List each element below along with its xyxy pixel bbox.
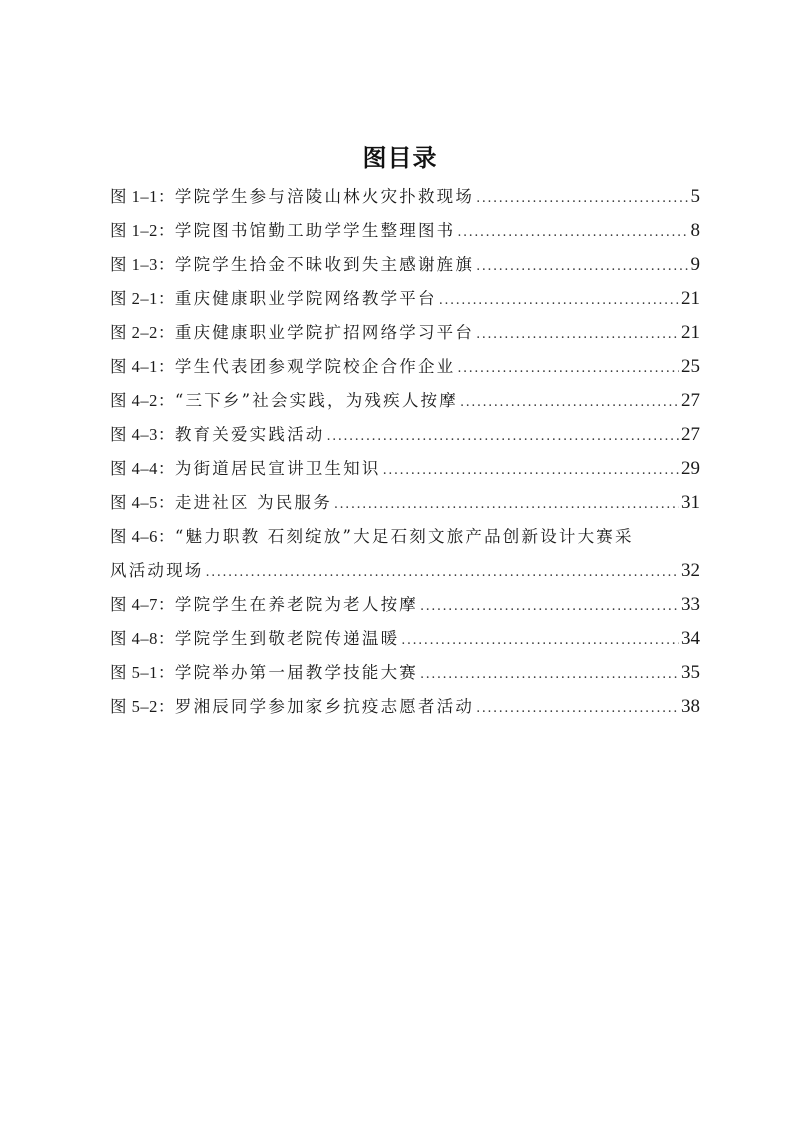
dot-leader bbox=[460, 386, 679, 420]
page-number: 21 bbox=[681, 322, 700, 343]
entry-text: “魅力职教 石刻绽放”大足石刻文旅产品创新设计大赛采 bbox=[174, 527, 634, 546]
dot-leader bbox=[420, 658, 679, 692]
entry-label bbox=[110, 350, 455, 384]
page-number: 8 bbox=[690, 220, 700, 241]
dot-leader bbox=[401, 624, 679, 658]
entry-prefix: 图 4–7： bbox=[110, 595, 175, 614]
toc-entry-continuation[interactable] bbox=[110, 554, 700, 588]
toc-entry[interactable] bbox=[110, 418, 700, 452]
dot-leader bbox=[476, 692, 679, 726]
toc-entry[interactable] bbox=[110, 622, 700, 656]
entry-text: 重庆健康职业学院网络教学平台 bbox=[174, 289, 437, 308]
entry-text: “三下乡”社会实践，为残疾人按摩 bbox=[174, 391, 458, 410]
dot-leader bbox=[476, 182, 688, 216]
toc-entry[interactable] bbox=[110, 384, 700, 418]
dot-leader bbox=[420, 590, 679, 624]
entry-prefix: 图 5–2： bbox=[110, 697, 175, 716]
page-number: 33 bbox=[681, 594, 700, 615]
dot-leader bbox=[334, 488, 679, 522]
entry-label bbox=[110, 384, 458, 418]
dot-leader bbox=[457, 216, 688, 250]
dot-leader bbox=[383, 454, 679, 488]
entry-label bbox=[110, 527, 634, 546]
entry-prefix: 图 4–8： bbox=[110, 629, 175, 648]
entry-continuation-text: 风活动现场 bbox=[110, 561, 204, 580]
entry-text: 重庆健康职业学院扩招网络学习平台 bbox=[174, 323, 475, 342]
entry-text: 学院学生在养老院为老人按摩 bbox=[174, 595, 418, 614]
dot-leader bbox=[476, 250, 688, 284]
entry-text: 走进社区 为民服务 bbox=[174, 493, 332, 512]
page-number: 5 bbox=[690, 186, 700, 207]
entry-prefix: 图 2–2： bbox=[110, 323, 175, 342]
page-number: 21 bbox=[681, 288, 700, 309]
page-number: 27 bbox=[681, 424, 700, 445]
entry-label bbox=[110, 316, 474, 350]
entry-prefix: 图 2–1： bbox=[110, 289, 175, 308]
toc-entry[interactable] bbox=[110, 690, 700, 724]
entry-text: 学院图书馆勤工助学学生整理图书 bbox=[174, 221, 456, 240]
page-number: 34 bbox=[681, 628, 700, 649]
toc-entry[interactable] bbox=[110, 452, 700, 486]
entry-label bbox=[110, 452, 381, 486]
toc-entry[interactable] bbox=[110, 486, 700, 520]
entry-label bbox=[110, 690, 474, 724]
entry-prefix: 图 4–2： bbox=[110, 391, 175, 410]
entry-text: 学院学生到敬老院传递温暖 bbox=[174, 629, 400, 648]
page-number: 29 bbox=[681, 458, 700, 479]
entry-label bbox=[110, 180, 474, 214]
dot-leader bbox=[206, 556, 680, 590]
entry-label bbox=[110, 214, 455, 248]
entry-prefix: 图 4–3： bbox=[110, 425, 175, 444]
entry-text: 学院举办第一届教学技能大赛 bbox=[174, 663, 418, 682]
entry-text: 罗湘辰同学参加家乡抗疫志愿者活动 bbox=[174, 697, 475, 716]
entry-prefix: 图 4–4： bbox=[110, 459, 175, 478]
dot-leader bbox=[326, 420, 679, 454]
entry-label bbox=[110, 418, 324, 452]
toc-entry[interactable] bbox=[110, 350, 700, 384]
entry-label bbox=[110, 248, 474, 282]
page-number: 9 bbox=[690, 254, 700, 275]
page-number: 35 bbox=[681, 662, 700, 683]
toc-entry[interactable] bbox=[110, 656, 700, 690]
entry-prefix: 图 1–3： bbox=[110, 255, 175, 274]
toc-entry[interactable] bbox=[110, 282, 700, 316]
page-number: 31 bbox=[681, 492, 700, 513]
entry-label bbox=[110, 282, 437, 316]
page-number: 25 bbox=[681, 356, 700, 377]
page-title: 图目录 bbox=[362, 144, 438, 172]
toc-entry[interactable] bbox=[110, 214, 700, 248]
page-number: 27 bbox=[681, 390, 700, 411]
dot-leader bbox=[457, 352, 679, 386]
entry-prefix: 图 4–5： bbox=[110, 493, 175, 512]
toc-entry[interactable] bbox=[110, 180, 700, 214]
entry-label bbox=[110, 622, 399, 656]
entry-prefix: 图 5–1： bbox=[110, 663, 175, 682]
toc-entry[interactable] bbox=[110, 248, 700, 282]
toc-entry-wrapped[interactable] bbox=[110, 520, 700, 554]
entry-text: 学院学生参与涪陵山林火灾扑救现场 bbox=[174, 187, 475, 206]
entry-prefix: 图 4–6： bbox=[110, 527, 175, 546]
toc-entry[interactable] bbox=[110, 316, 700, 350]
entry-label bbox=[110, 588, 418, 622]
entry-prefix: 图 4–1： bbox=[110, 357, 175, 376]
page-number: 32 bbox=[681, 560, 700, 581]
dot-leader bbox=[476, 318, 679, 352]
entry-label bbox=[110, 656, 418, 690]
entry-label bbox=[110, 486, 332, 520]
entry-text: 教育关爱实践活动 bbox=[174, 425, 325, 444]
entry-prefix: 图 1–2： bbox=[110, 221, 175, 240]
entry-prefix: 图 1–1： bbox=[110, 187, 175, 206]
dot-leader bbox=[439, 284, 679, 318]
entry-text: 学院学生拾金不昧收到失主感谢旌旗 bbox=[174, 255, 475, 274]
toc-entry[interactable] bbox=[110, 588, 700, 622]
entry-text: 学生代表团参观学院校企合作企业 bbox=[174, 357, 456, 376]
figure-list bbox=[110, 180, 700, 724]
entry-text: 为街道居民宣讲卫生知识 bbox=[174, 459, 381, 478]
page-number: 38 bbox=[681, 696, 700, 717]
